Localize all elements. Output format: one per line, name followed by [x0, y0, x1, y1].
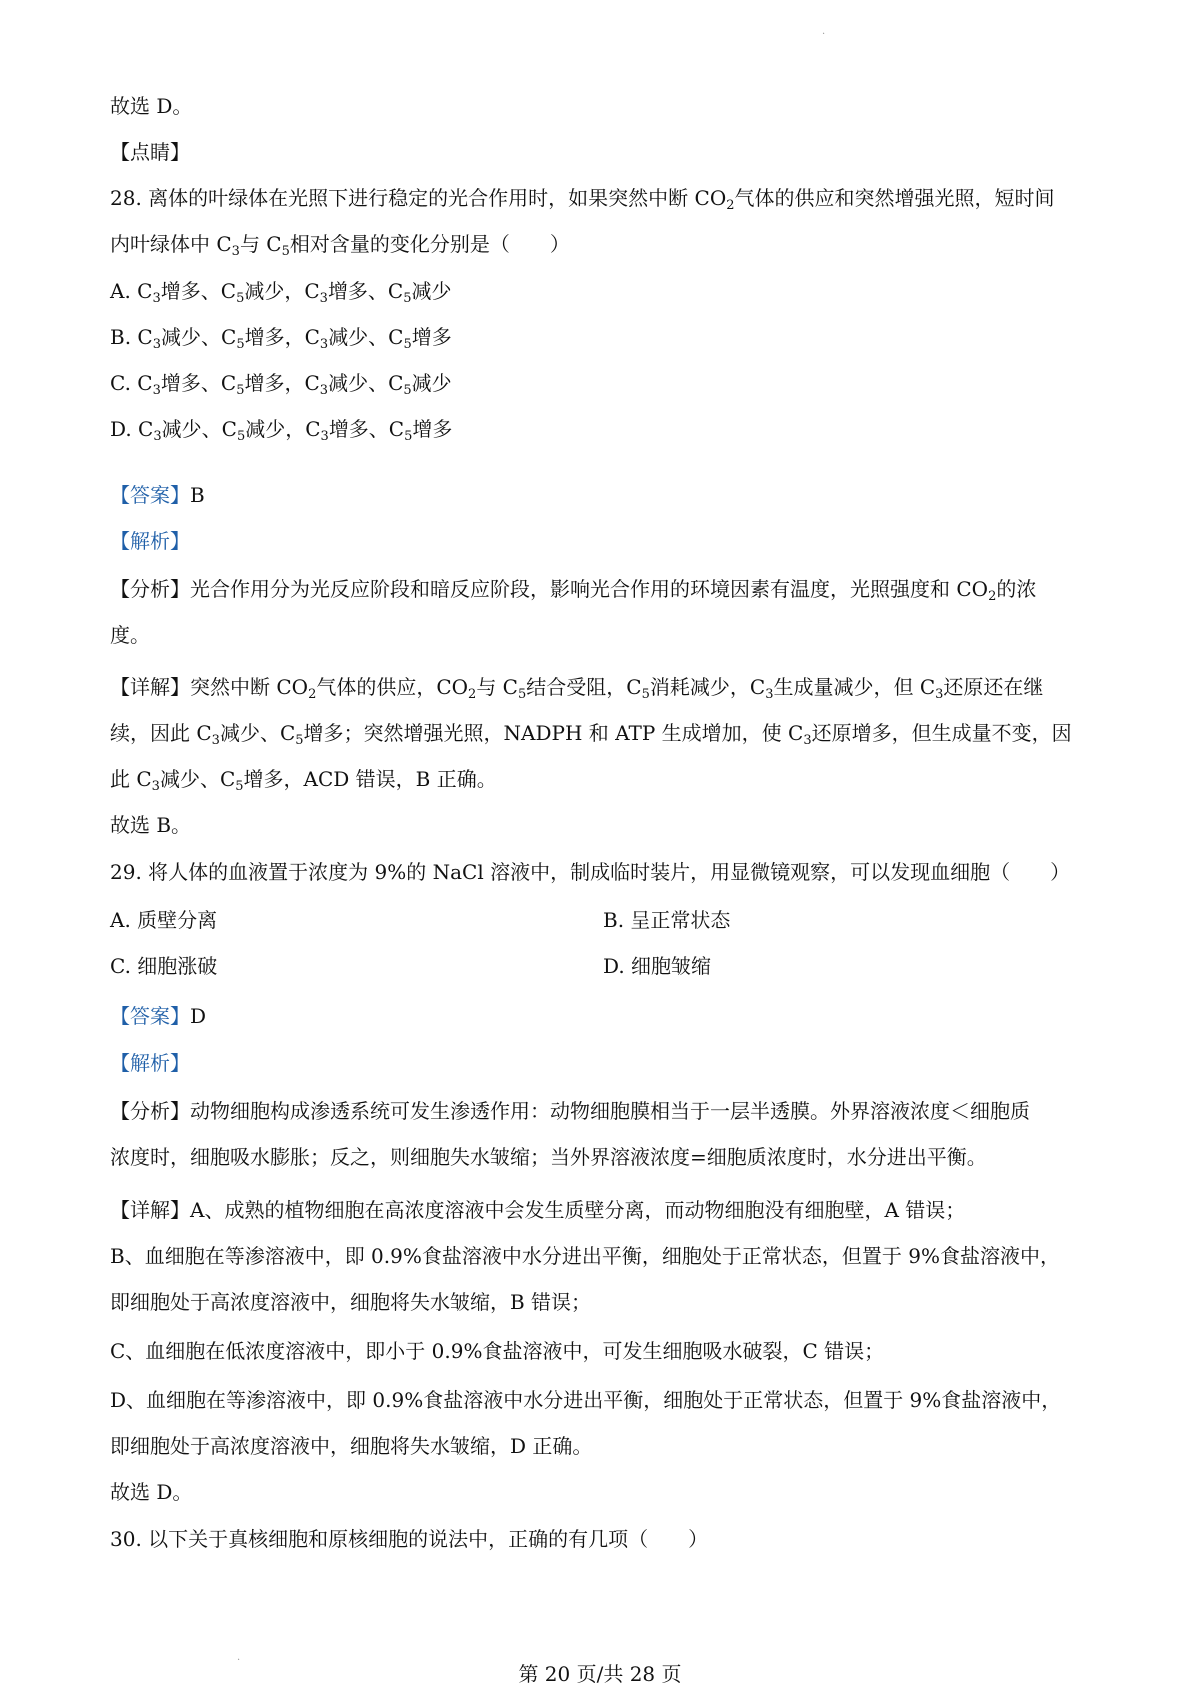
q28-option-b: B. $C_3$减少、$C_5$增多，$C_3$减少、$C_5$增多	[110, 325, 452, 352]
q28-xiangjie-line1: 【详解】突然中断 $CO_2$气体的供应，$CO_2$与 $C_5$结合受阻，$C_5$消耗减少，$C_3$生成量减少，但 $C_3$还原还在继	[110, 675, 1044, 702]
q28-option-d: D. $C_3$减少、$C_5$减少，$C_3$增多、$C_5$增多	[110, 417, 453, 444]
q29-xiangjie-line3: 即细胞处于高浓度溶液中，细胞将失水皱缩，B 错误；	[110, 1290, 592, 1314]
dianjing-tag: 【点睛】	[110, 140, 190, 164]
q29-options-row2	[110, 952, 1110, 980]
q29-jiexi-tag: 【解析】	[110, 1051, 190, 1075]
answer-tag: 【答案】	[110, 1004, 190, 1028]
q29-fenxi-line2: 浓度时，细胞吸水膨胀；反之，则细胞失水皱缩；当外界溶液浓度=细胞质浓度时，水分进出平衡。	[110, 1145, 987, 1169]
q28-xiangjie-line2: 续，因此 $C_3$减少、$C_5$增多；突然增强光照，NADPH 和 ATP 生成增加，使 $C_3$还原增多，但生成量不变，因	[110, 721, 1072, 748]
answer-tag: 【答案】	[110, 483, 190, 507]
q29-xiangjie-line1: 【详解】A、成熟的植物细胞在高浓度溶液中会发生质壁分离，而动物细胞没有细胞壁，A 错误；	[110, 1198, 966, 1222]
page-footer: 第 20 页/共 28 页	[518, 1662, 682, 1686]
q28-stem-line1: 28. 离体的叶绿体在光照下进行稳定的光合作用时，如果突然中断 $CO_2$气体的供应和突然增强光照，短时间	[110, 186, 1055, 213]
q29-option-b: B. 呈正常状态	[603, 908, 731, 932]
q29-xiangjie-line6: 即细胞处于高浓度溶液中，细胞将失水皱缩，D 正确。	[110, 1434, 593, 1458]
q29-fenxi-line1: 【分析】动物细胞构成渗透系统可发生渗透作用：动物细胞膜相当于一层半透膜。外界溶液浓度＜细胞质	[110, 1099, 1030, 1123]
conclusion-top: 故选 D。	[110, 94, 193, 118]
q29-stem: 29. 将人体的血液置于浓度为 9%的 NaCl 溶液中，制成临时装片，用显微镜观察，可以发现血细胞（ ）	[110, 860, 1071, 884]
q28-option-c: C. $C_3$增多、$C_5$增多，$C_3$减少、$C_5$减少	[110, 371, 452, 398]
q28-conclusion: 故选 B。	[110, 813, 192, 837]
scan-dot: .	[822, 26, 826, 37]
q29-xiangjie-line2: B、血细胞在等渗溶液中，即 0.9%食盐溶液中水分进出平衡，细胞处于正常状态，但置于 9%食盐溶液中，	[110, 1244, 1060, 1268]
q29-option-d: D. 细胞皱缩	[603, 954, 712, 978]
q29-conclusion: 故选 D。	[110, 1480, 193, 1504]
q29-option-c: C. 细胞涨破	[110, 954, 218, 978]
q29-answer: 【答案】D	[110, 1004, 207, 1028]
q28-answer: 【答案】B	[110, 483, 205, 507]
q28-xiangjie-line3: 此 $C_3$减少、$C_5$增多，ACD 错误，B 正确。	[110, 767, 497, 794]
q28-option-a: A. $C_3$增多、$C_5$减少，$C_3$增多、$C_5$减少	[110, 279, 452, 306]
q29-options-row1	[110, 906, 1110, 934]
q28-jiexi-tag: 【解析】	[110, 529, 190, 553]
q28-fenxi-line1: 【分析】光合作用分为光反应阶段和暗反应阶段，影响光合作用的环境因素有温度，光照强度和 $CO_2$的浓	[110, 577, 1037, 604]
q28-stem-line2: 内叶绿体中 $C_3$与 $C_5$相对含量的变化分别是（ ）	[110, 232, 570, 259]
q29-xiangjie-line4: C、血细胞在低浓度溶液中，即小于 0.9%食盐溶液中，可发生细胞吸水破裂，C 错误；	[110, 1339, 885, 1363]
q28-fenxi-line2: 度。	[110, 623, 150, 647]
scan-dot: .	[237, 1652, 241, 1663]
q30-stem: 30. 以下关于真核细胞和原核细胞的说法中，正确的有几项（ ）	[110, 1527, 709, 1551]
q29-option-a: A. 质壁分离	[110, 908, 218, 932]
q29-xiangjie-line5: D、血细胞在等渗溶液中，即 0.9%食盐溶液中水分进出平衡，细胞处于正常状态，但置于 9%食盐溶液中，	[110, 1388, 1062, 1412]
